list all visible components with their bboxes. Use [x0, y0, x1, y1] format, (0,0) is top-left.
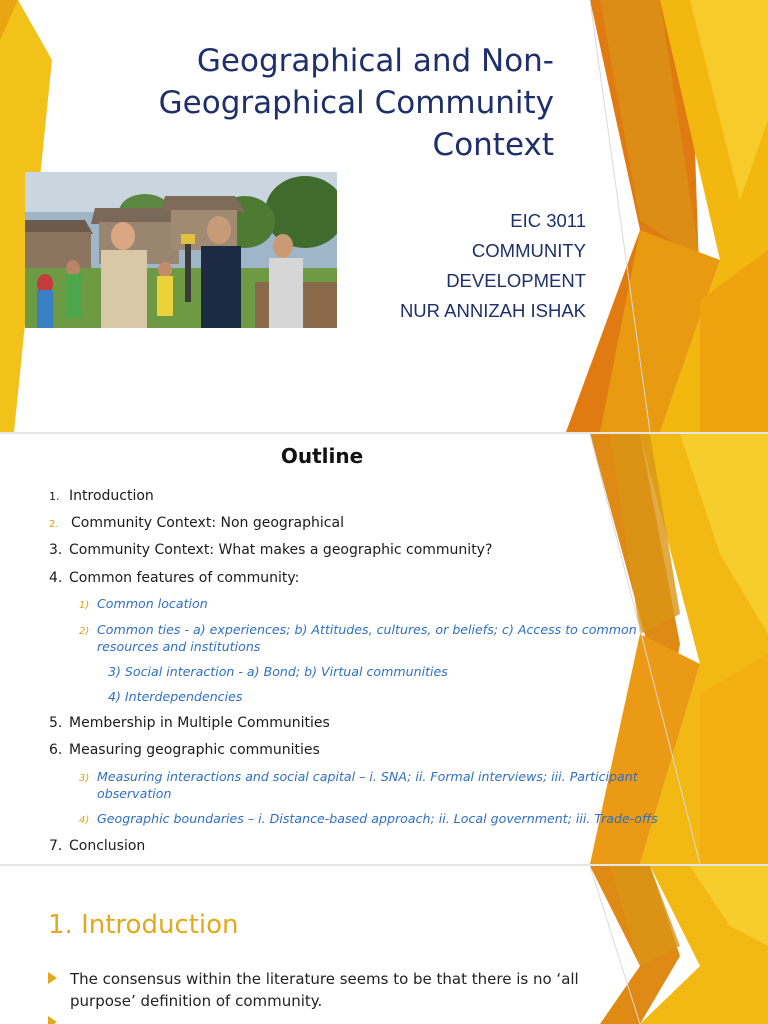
item-number: 6. — [49, 742, 63, 758]
outline-subitem-continued — [97, 639, 260, 654]
outline-subitem — [108, 689, 242, 704]
outline-item — [49, 838, 145, 854]
outline-item — [49, 488, 154, 504]
item-text: Common ties - a) experiences; b) Attitudes, cultures, or beliefs; c) Access to common — [97, 622, 637, 637]
course-code: EIC 3011 — [510, 210, 586, 231]
outline-subitem — [79, 622, 637, 637]
item-number: 4. — [49, 570, 63, 586]
outline-item — [49, 542, 492, 558]
item-number: 5. — [49, 715, 63, 731]
item-number: 4) — [79, 815, 90, 826]
field-survey-photo — [25, 172, 337, 328]
course-name: COMMUNITY DEVELOPMENT — [446, 240, 586, 291]
bullet-arrow-icon — [48, 1016, 57, 1024]
author-name: NUR ANNIZAH ISHAK — [399, 300, 586, 321]
outline-slide — [0, 434, 768, 864]
introduction-slide — [0, 866, 768, 1024]
item-text: 4) Interdependencies — [108, 689, 243, 704]
item-text: observation — [97, 786, 172, 801]
title-line: Geographical and Non- — [196, 43, 554, 79]
item-number: 1. — [49, 490, 60, 503]
bullet-line: purpose’ definition of community. — [70, 992, 323, 1010]
title-slide — [0, 0, 768, 432]
outline-item — [49, 570, 299, 586]
item-text: Membership in Multiple Communities — [69, 715, 330, 731]
item-number: 3) — [79, 773, 90, 784]
item-number: 2. — [49, 519, 59, 530]
item-text: Measuring geographic communities — [69, 742, 320, 758]
slide-title — [150, 40, 554, 166]
outline-item — [49, 742, 320, 758]
item-text: resources and institutions — [97, 639, 261, 654]
item-text: Common features of community: — [69, 570, 300, 586]
item-number: 7. — [49, 838, 63, 854]
outline-subitem — [79, 811, 658, 826]
outline-subitem-continued — [97, 786, 171, 801]
item-text: Measuring interactions and social capital – i. SNA; ii. Formal interviews; iii. Participant — [97, 769, 638, 784]
item-text: Geographic boundaries – i. Distance-based approach; ii. Local government; iii. Trade-offs — [97, 811, 658, 826]
bullet-text — [70, 968, 630, 1012]
item-text: Common location — [97, 596, 208, 611]
item-text: 3) Social interaction - a) Bond; b) Virtual communities — [108, 664, 448, 679]
outline-subitem — [79, 769, 638, 784]
bullet-line: The consensus within the literature seems to be that there is no ‘all — [70, 970, 579, 988]
outline-subitem — [108, 664, 448, 679]
title-line: Context — [432, 127, 554, 163]
item-text: Introduction — [69, 488, 154, 504]
bullet-arrow-icon — [48, 972, 57, 984]
outline-title: Outline — [280, 444, 364, 468]
outline-item — [49, 715, 330, 731]
outline-item — [49, 515, 344, 531]
section-title: 1. Introduction — [48, 910, 239, 940]
slide-subtitle — [330, 206, 586, 326]
item-number: 2) — [79, 626, 90, 637]
outline-subitem — [79, 596, 208, 611]
item-number: 3. — [49, 542, 63, 558]
title-line: Geographical Community — [158, 85, 554, 121]
item-text: Community Context: Non geographical — [71, 515, 344, 531]
item-number: 1) — [79, 600, 90, 611]
item-text: Conclusion — [69, 838, 146, 854]
item-text: Community Context: What makes a geographic community? — [69, 542, 493, 558]
